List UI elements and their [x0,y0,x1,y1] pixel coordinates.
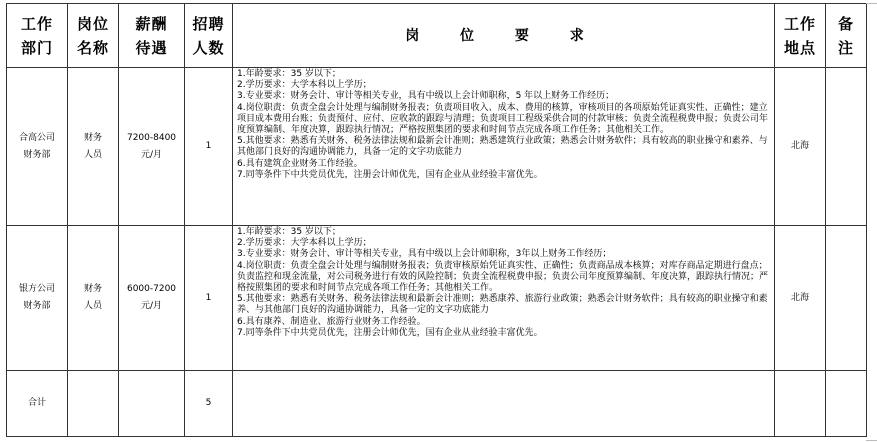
requirement-line: 3.专业要求：财务会计、审计等相关专业，具有中级以上会计师职称，5 年以上财务工作经历； [237,91,615,102]
remarks-cell [826,226,867,371]
requirement-line: 2.学历要求：大学本科以上学历； [237,80,372,91]
requirements-cell [233,68,775,226]
header-remarks: 备 注 [826,4,867,68]
location-cell: 北海 [775,226,826,371]
remarks-cell [826,68,867,226]
recruitment-table-sheet [6,3,866,439]
empty-cell [233,371,775,437]
requirement-line: 4.岗位职责：负责全盘会计处理与编制财务报表；负责项目收入、成本、费用的核算，审核项目的各项原始凭证真实性、正确性；建立项目成本费用台账；负责预付、应付、应收款的跟踪与清理；负责项目工程级采供合同的付款审核；负责全流程税费申报；负责公司年度预算编制、年度决算，跟踪执行情况；严格按照集团的要求和时间节点完成各项工作任务；其他相关工作。 [237,102,769,136]
header-row [7,4,867,68]
dept-cell: 合高公司 财务部 [7,68,68,226]
sheet-gridline-edge [866,3,877,441]
salary-cell: 7200-8400 元/月 [119,68,185,226]
empty-cell [775,371,826,437]
total-row [7,371,867,437]
requirement-line: 6.具有建筑企业财务工作经验。 [237,158,363,169]
table-row [7,226,867,371]
salary-cell: 6000-7200 元/月 [119,226,185,371]
empty-cell [826,371,867,437]
recruitment-table [6,3,867,437]
header-count: 招聘 人数 [185,4,233,68]
requirement-line: 5.其他要求：熟悉有关财务、税务法律法规和最新会计准则；熟悉建筑行业政策；熟悉会计财务软件；具有较高的职业操守和素养、与其他部门良好的沟通协调能力，具备一定的文字功底能力 [237,136,768,158]
requirement-line: 7.同等条件下中共党员优先，注册会计师优先，国有企业从业经验丰富优先。 [237,327,543,338]
requirement-line: 3.专业要求：财务会计、审计等相关专业，具有中级以上会计师职称，3年以上财务工作经历； [237,249,612,260]
requirement-line: 7.同等条件下中共党员优先，注册会计师优先，国有企业从业经验丰富优先。 [237,169,543,180]
total-count-cell: 5 [185,371,233,437]
requirement-line: 6.具有康养、制造业、旅游行业财务工作经验。 [237,316,426,327]
requirement-line: 1.年龄要求：35 岁以下； [237,227,341,237]
position-cell: 财务 人员 [68,68,119,226]
table-row [7,68,867,226]
position-cell: 财务 人员 [68,226,119,371]
count-cell: 1 [185,68,233,226]
requirement-line: 5.其他要求：熟悉有关财务、税务法律法规和最新会计准则；熟悉康养、旅游行业政策；熟悉会计财务软件；具有较高的职业操守和素养、与其他部门良好的沟通协调能力，具备一定的文字功底能力 [237,294,768,316]
count-cell: 1 [185,226,233,371]
empty-cell [119,371,185,437]
header-position: 岗位 名称 [68,4,119,68]
location-cell: 北海 [775,68,826,226]
total-label-cell: 合计 [7,371,68,437]
header-dept: 工作 部门 [7,4,68,68]
dept-cell: 银方公司 财务部 [7,226,68,371]
requirement-line: 1.年龄要求：35 岁以下； [237,69,341,79]
header-location: 工作 地点 [775,4,826,68]
requirement-line: 2.学历要求：大学本科以上学历； [237,238,372,249]
empty-cell [68,371,119,437]
header-requirements: 岗 位 要 求 [233,4,775,68]
requirements-cell [233,226,775,371]
requirement-line: 4.岗位职责：负责全盘会计处理与编制财务报表；负责审核原始凭证真实性、正确性；负责商品成本核算；对库存商品定期进行盘点；负责监控和现金流量，对公司税务进行有效的风险控制；负责全流程税费申报；负责公司年度预算编制、年度决算，跟踪执行情况；严格按照集团的要求和时间节点完成各项工作任务；其他相关工作。 [237,260,769,294]
header-salary: 薪酬 待遇 [119,4,185,68]
